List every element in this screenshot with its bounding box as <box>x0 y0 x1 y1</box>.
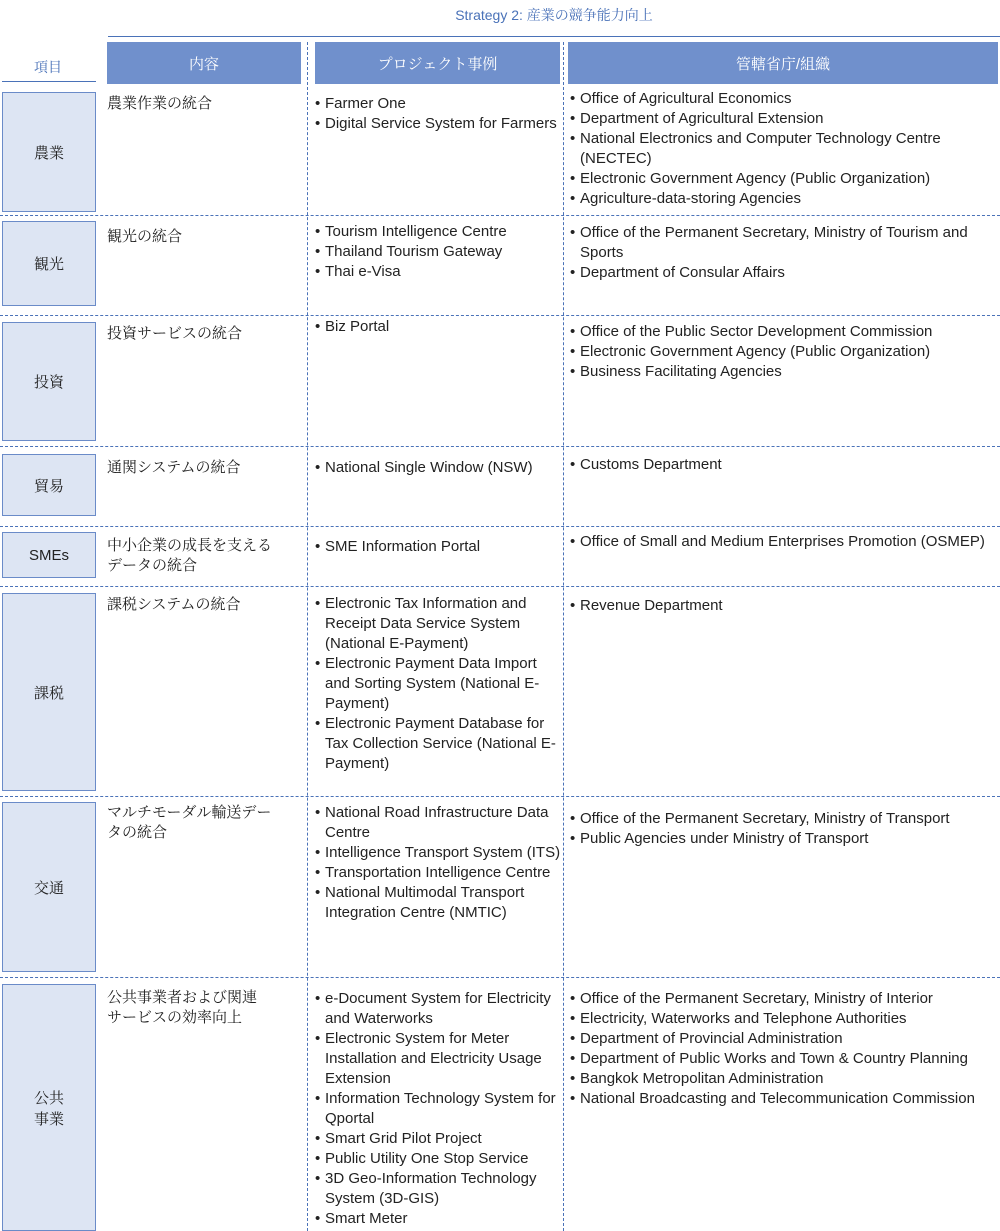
agency-list <box>570 223 998 283</box>
agency-item: • National Broadcasting and Telecommunication Commission <box>570 1089 998 1109</box>
agency-item: • Agriculture-data-storing Agencies <box>570 189 998 209</box>
content-cell: マルチモーダル輸送デー タの統合 <box>107 804 272 841</box>
agency-item: • Office of the Permanent Secretary, Ministry of Transport <box>570 809 998 829</box>
agency-item: • Department of Agricultural Extension <box>570 109 998 129</box>
header-agencies: 管轄省庁/組織 <box>568 42 998 84</box>
project-item: • Digital Service System for Farmers <box>315 114 561 134</box>
agency-list <box>570 89 998 209</box>
content-cell: 投資サービスの統合 <box>107 325 243 342</box>
column-label-item: 項目 <box>34 59 62 75</box>
project-item: • Smart Meter <box>315 1209 561 1229</box>
agency-list <box>570 532 998 552</box>
agency-item: • Revenue Department <box>570 596 998 616</box>
agency-list <box>570 322 998 382</box>
title-underline <box>108 36 1000 37</box>
category-cell: 公共 事業 <box>2 984 96 1231</box>
agency-item: • Electricity, Waterworks and Telephone Authorities <box>570 1009 998 1029</box>
agency-item: • Business Facilitating Agencies <box>570 362 998 382</box>
agency-item: • Office of Agricultural Economics <box>570 89 998 109</box>
project-item: • Smart Grid Pilot Project <box>315 1129 561 1149</box>
agency-item: • Public Agencies under Ministry of Transport <box>570 829 998 849</box>
project-item: • Information Technology System for Qportal <box>315 1089 561 1129</box>
content-cell: 通関システムの統合 <box>107 459 241 476</box>
agency-item: • Department of Provincial Administration <box>570 1029 998 1049</box>
row-divider <box>0 526 1000 527</box>
project-item: • Transportation Intelligence Centre <box>315 863 561 883</box>
agency-item: • Bangkok Metropolitan Administration <box>570 1069 998 1089</box>
agency-list <box>570 989 998 1109</box>
project-item: • Farmer One <box>315 94 561 114</box>
project-item: • National Single Window (NSW) <box>315 458 561 478</box>
project-item: • SME Information Portal <box>315 537 561 557</box>
project-item: • e-Document System for Electricity and Waterworks <box>315 989 561 1029</box>
agency-item: • Office of the Permanent Secretary, Ministry of Interior <box>570 989 998 1009</box>
agency-item: • Department of Public Works and Town & Country Planning <box>570 1049 998 1069</box>
project-item: • National Multimodal Transport Integration Centre (NMTIC) <box>315 883 561 923</box>
content-cell: 観光の統合 <box>107 228 183 245</box>
content-cell: 農業作業の統合 <box>107 95 213 112</box>
project-item: • 3D Geo-Information Technology System (3D-GIS) <box>315 1169 561 1209</box>
category-cell: 観光 <box>2 221 96 306</box>
project-list <box>315 537 561 557</box>
row-divider <box>0 796 1000 797</box>
agency-item: • Electronic Government Agency (Public Organization) <box>570 342 998 362</box>
project-item: • Electronic System for Meter Installation and Electricity Usage Extension <box>315 1029 561 1089</box>
project-item: • Tourism Intelligence Centre <box>315 222 561 242</box>
content-cell: 公共事業者および関連 サービスの効率向上 <box>107 989 258 1026</box>
project-list <box>315 458 561 478</box>
project-item: • Electronic Payment Data Import and Sorting System (National E-Payment) <box>315 654 561 714</box>
project-list <box>315 94 561 134</box>
agency-item: • Office of the Public Sector Development Commission <box>570 322 998 342</box>
row-divider <box>0 446 1000 447</box>
content-cell: 課税システムの統合 <box>107 596 241 613</box>
header-content: 内容 <box>107 42 301 84</box>
category-cell: 投資 <box>2 322 96 441</box>
project-item: • Electronic Tax Information and Receipt Data Service System (National E-Payment) <box>315 594 561 654</box>
project-item: • Thai e-Visa <box>315 262 561 282</box>
project-item: • Intelligence Transport System (ITS) <box>315 843 561 863</box>
project-item: • Public Utility One Stop Service <box>315 1149 561 1169</box>
agency-list <box>570 455 998 475</box>
column-divider-1 <box>307 42 308 1231</box>
header-projects: プロジェクト事例 <box>315 42 560 84</box>
agency-item: • Customs Department <box>570 455 998 475</box>
agency-item: • Office of the Permanent Secretary, Ministry of Tourism and Sports <box>570 223 998 263</box>
row-divider <box>0 586 1000 587</box>
project-list <box>315 222 561 282</box>
agency-list <box>570 809 998 849</box>
project-item: • National Road Infrastructure Data Centre <box>315 803 561 843</box>
agency-item: • National Electronics and Computer Technology Centre (NECTEC) <box>570 129 998 169</box>
agency-item: • Department of Consular Affairs <box>570 263 998 283</box>
project-list <box>315 317 561 337</box>
content-cell: 中小企業の成長を支える データの統合 <box>107 537 273 574</box>
category-cell: 課税 <box>2 593 96 791</box>
project-list <box>315 803 561 923</box>
category-cell: 貿易 <box>2 454 96 516</box>
project-list <box>315 989 561 1229</box>
page-title: Strategy 2: 産業の競争能力向上 <box>455 7 653 23</box>
column-label-underline <box>2 81 96 82</box>
column-divider-2 <box>563 42 564 1231</box>
project-list <box>315 594 561 774</box>
category-cell: 農業 <box>2 92 96 212</box>
project-item: • Electronic Payment Database for Tax Collection Service (National E-Payment) <box>315 714 561 774</box>
row-divider <box>0 977 1000 978</box>
project-item: • Biz Portal <box>315 317 561 337</box>
row-divider <box>0 215 1000 216</box>
category-cell: SMEs <box>2 532 96 578</box>
row-divider <box>0 315 1000 316</box>
agency-list <box>570 596 998 616</box>
project-item: • Thailand Tourism Gateway <box>315 242 561 262</box>
category-cell: 交通 <box>2 802 96 972</box>
agency-item: • Office of Small and Medium Enterprises Promotion (OSMEP) <box>570 532 998 552</box>
agency-item: • Electronic Government Agency (Public Organization) <box>570 169 998 189</box>
